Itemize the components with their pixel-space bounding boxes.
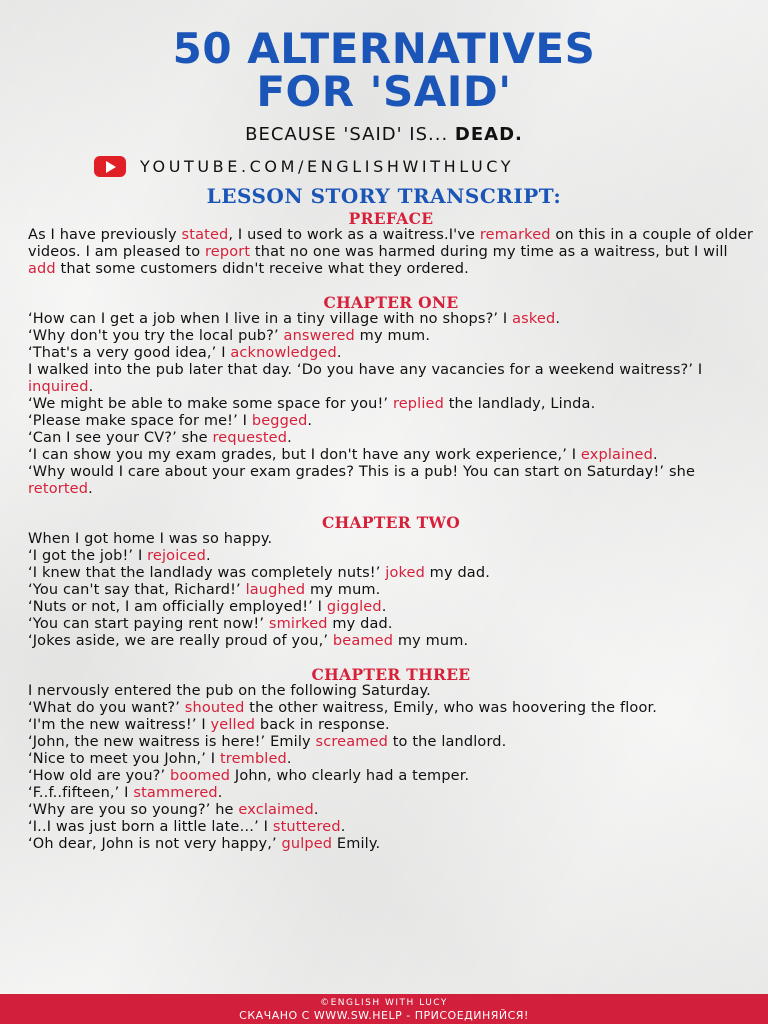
section-heading: CHAPTER TWO (321, 513, 461, 532)
line-text: my dad. (424, 565, 490, 581)
line-text: . (555, 311, 561, 327)
line-text: ‘John, the new waitress is here!’ Emily (28, 734, 316, 750)
said-alternative: screamed (315, 734, 388, 750)
said-alternative: exclaimed (238, 802, 314, 818)
title-line-2: FOR 'SAID' (256, 67, 512, 116)
page-title (0, 24, 768, 116)
said-alternative: yelled (210, 717, 256, 733)
transcript-line (28, 734, 754, 751)
youtube-url: YOUTUBE.COM/ENGLISHWITHLUCY (140, 156, 515, 176)
transcript-line (28, 311, 754, 328)
line-text: ‘I got the job!’ I (28, 548, 148, 564)
line-text: ‘Nuts or not, I am officially employed!’ I (28, 599, 327, 615)
transcript-line (28, 362, 754, 396)
line-text: As I have previously (28, 227, 182, 243)
said-alternative: inquired (28, 379, 89, 395)
section-gap (28, 278, 754, 294)
transcript-line (28, 751, 754, 768)
youtube-play-icon (94, 156, 126, 177)
said-alternative: stated (181, 227, 229, 243)
transcript-line (28, 785, 754, 802)
line-text: Emily. (332, 836, 381, 852)
section-heading: CHAPTER THREE (311, 665, 471, 684)
line-text: ‘I knew that the landlady was completely nuts!’ (28, 565, 386, 581)
line-text: , I used to work as a waitress.I've (228, 227, 480, 243)
line-text: the other waitress, Emily, who was hoovering the floor. (244, 700, 657, 716)
line-text: . (217, 785, 223, 801)
footer (0, 994, 768, 1024)
line-text: that some customers didn't receive what they ordered. (55, 261, 469, 277)
said-alternative: explained (580, 447, 653, 463)
said-alternative: stuttered (272, 819, 341, 835)
line-text: that no one was harmed during my time as a waitress, but I will (250, 244, 728, 260)
line-text: my dad. (327, 616, 393, 632)
lesson-heading: LESSON STORY TRANSCRIPT: (206, 184, 562, 208)
line-text: When I got home I was so happy. (28, 531, 273, 547)
transcript-line (28, 328, 754, 345)
said-alternative: smirked (268, 616, 328, 632)
said-alternative: giggled (326, 599, 382, 615)
line-text: ‘Why would I care about your exam grades? This is a pub! You can start on Saturday!’ she (28, 464, 696, 480)
line-text: ‘F..f..fifteen,’ I (28, 785, 134, 801)
footer-credit: ©ENGLISH WITH LUCY (320, 998, 448, 1008)
line-text: . (88, 379, 94, 395)
youtube-link[interactable] (94, 154, 514, 178)
transcript-line (28, 633, 754, 650)
line-text: . (307, 413, 313, 429)
said-alternative: laughed (245, 582, 306, 598)
transcript-line (28, 548, 754, 565)
transcript-line (28, 599, 754, 616)
transcript-line (28, 227, 754, 278)
said-alternative: answered (283, 328, 355, 344)
line-text: ‘Can I see your CV?’ she (28, 430, 213, 446)
transcript-line (28, 683, 754, 700)
said-alternative: acknowledged (230, 345, 337, 361)
line-text: ‘Why are you so young?’ he (28, 802, 239, 818)
line-text: . (286, 751, 292, 767)
line-text: John, who clearly had a temper. (230, 768, 470, 784)
transcript-line (28, 700, 754, 717)
line-text: ‘Nice to meet you John,’ I (28, 751, 220, 767)
said-alternative: replied (392, 396, 444, 412)
line-text: ‘You can't say that, Richard!’ (28, 582, 246, 598)
line-text: to the landlord. (387, 734, 507, 750)
said-alternative: rejoiced (147, 548, 206, 564)
transcript-line (28, 396, 754, 413)
line-text: ‘Oh dear, John is not very happy,’ (28, 836, 282, 852)
line-text: ‘You can start paying rent now!’ (28, 616, 269, 632)
transcript-line (28, 717, 754, 734)
transcript-line (28, 531, 754, 548)
line-text: ‘What do you want?’ (28, 700, 185, 716)
said-alternative: beamed (332, 633, 394, 649)
transcript-line (28, 616, 754, 633)
transcript-line (28, 582, 754, 599)
subtitle-bold: DEAD. (454, 124, 523, 145)
line-text: ‘I can show you my exam grades, but I don't have any work experience,’ I (28, 447, 581, 463)
said-alternative: asked (512, 311, 556, 327)
section-gap (28, 498, 754, 514)
title-line-1: 50 ALTERNATIVES (172, 24, 596, 73)
line-text: . (336, 345, 342, 361)
transcript-line (28, 836, 754, 853)
said-alternative: remarked (479, 227, 551, 243)
line-text: ‘I'm the new waitress!’ I (28, 717, 211, 733)
line-text: I nervously entered the pub on the following Saturday. (28, 683, 431, 699)
line-text: . (287, 430, 292, 446)
footer-download-note: СКАЧАНО С WWW.SW.HELP - ПРИСОЕДИНЯЙСЯ! (239, 1009, 529, 1022)
said-alternative: report (204, 244, 251, 260)
line-text: the landlady, Linda. (443, 396, 596, 412)
said-alternative: begged (251, 413, 308, 429)
transcript-line (28, 413, 754, 430)
line-text: ‘Please make space for me!’ I (28, 413, 252, 429)
said-alternative: stammered (133, 785, 218, 801)
line-text: ‘Why don't you try the local pub?’ (28, 328, 284, 344)
said-alternative: boomed (170, 768, 231, 784)
section-gap (28, 650, 754, 666)
transcript-line (28, 464, 754, 498)
line-text: on this in a couple of older videos. I am pleased to (28, 227, 754, 260)
said-alternative: joked (385, 565, 425, 581)
said-alternative: retorted (28, 481, 89, 497)
line-text: . (381, 599, 387, 615)
transcript-line (28, 565, 754, 582)
line-text: . (88, 481, 93, 497)
line-text: . (205, 548, 211, 564)
transcript-line (28, 819, 754, 836)
line-text: my mum. (305, 582, 381, 598)
line-text: back in response. (255, 717, 390, 733)
line-text: . (313, 802, 319, 818)
transcript-line (28, 768, 754, 785)
line-text: . (340, 819, 346, 835)
subtitle (0, 124, 768, 145)
section-heading: CHAPTER ONE (323, 293, 459, 312)
transcript (28, 210, 754, 853)
line-text: . (652, 447, 658, 463)
said-alternative: gulped (281, 836, 333, 852)
line-text: I walked into the pub later that day. ‘Do you have any vacancies for a weekend waitress?’ I (28, 362, 703, 378)
transcript-line (28, 345, 754, 362)
said-alternative: shouted (184, 700, 245, 716)
transcript-line (28, 430, 754, 447)
subtitle-prefix: BECAUSE 'SAID' IS... (245, 124, 449, 145)
line-text: ‘How can I get a job when I live in a tiny village with no shops?’ I (28, 311, 513, 327)
transcript-line (28, 802, 754, 819)
line-text: ‘I..I was just born a little late…’ I (28, 819, 273, 835)
line-text: ‘We might be able to make some space for you!’ (28, 396, 393, 412)
line-text: my mum. (354, 328, 431, 344)
line-text: ‘Jokes aside, we are really proud of you,’ (28, 633, 333, 649)
said-alternative: trembled (219, 751, 287, 767)
line-text: ‘That's a very good idea,’ I (28, 345, 231, 361)
line-text: my mum. (393, 633, 469, 649)
said-alternative: add (28, 261, 56, 277)
transcript-line (28, 447, 754, 464)
section-heading: PREFACE (348, 209, 434, 228)
line-text: ‘How old are you?’ (28, 768, 171, 784)
said-alternative: requested (212, 430, 288, 446)
